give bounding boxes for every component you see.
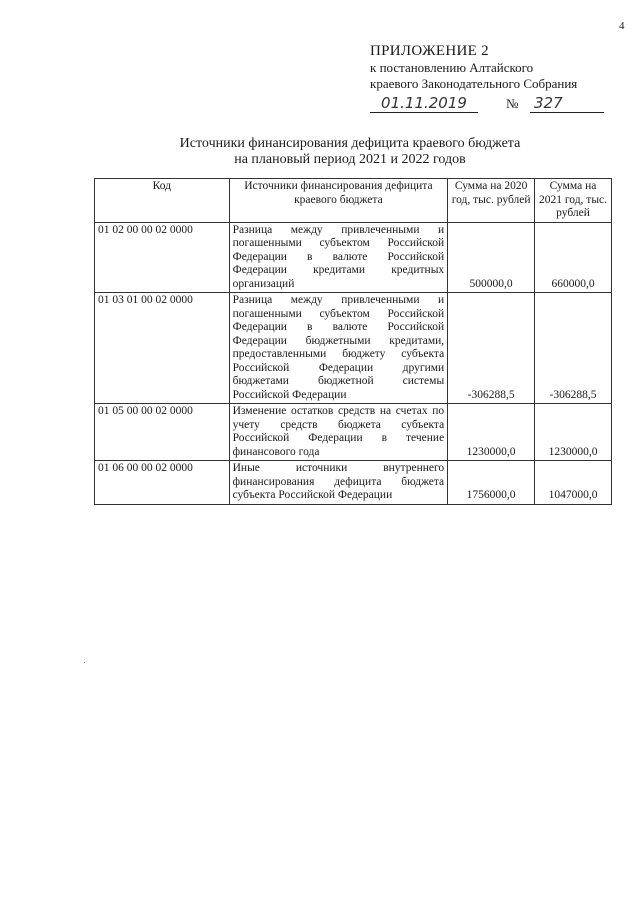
row-sum-2021: 1047000,0 — [535, 461, 612, 505]
row-sum-2020: 1756000,0 — [448, 461, 535, 505]
appendix-line-2: краевого Законодательного Собрания — [370, 76, 578, 91]
number-sign: № — [506, 96, 519, 111]
appendix-line-1: к постановлению Алтайского — [370, 60, 534, 75]
row-sum-2021: 660000,0 — [535, 222, 612, 293]
row-code: 01 06 00 00 02 0000 — [95, 461, 230, 505]
page-number: 4 — [619, 20, 625, 32]
document-title-line-2: на плановый период 2021 и 2022 годов — [234, 152, 466, 167]
row-sum-2020: -306288,5 — [448, 293, 535, 404]
appendix-block — [370, 42, 610, 116]
row-sum-2020: 500000,0 — [448, 222, 535, 293]
header-sum-2021: Сумма на 2021 год, тыс. рублей — [535, 179, 612, 223]
table-row — [95, 293, 612, 404]
appendix-title: ПРИЛОЖЕНИЕ 2 — [370, 43, 489, 59]
row-sum-2021: 1230000,0 — [535, 404, 612, 461]
row-source: Иные источники внутреннего финансирования дефицита бюджета субъекта Российской Федерации — [229, 461, 448, 505]
document-title — [140, 136, 560, 168]
header-code: Код — [95, 179, 230, 223]
table-row — [95, 222, 612, 293]
document-title-line-1: Источники финансирования дефицита краевого бюджета — [179, 136, 521, 151]
row-sum-2020: 1230000,0 — [448, 404, 535, 461]
row-sum-2021: -306288,5 — [535, 293, 612, 404]
header-sum-2020: Сумма на 2020 год, тыс. рублей — [448, 179, 535, 223]
scan-speck — [84, 662, 85, 663]
resolution-reference — [370, 94, 610, 116]
row-source: Изменение остатков средств на счетах по учету средств бюджета субъекта Российской Федерации в течение финансового года — [229, 404, 448, 461]
row-code: 01 02 00 00 02 0000 — [95, 222, 230, 293]
row-code: 01 03 01 00 02 0000 — [95, 293, 230, 404]
row-code: 01 05 00 00 02 0000 — [95, 404, 230, 461]
table-row — [95, 461, 612, 505]
resolution-date: 01.11.2019 — [370, 94, 478, 113]
table-row — [95, 404, 612, 461]
row-source: Разница между привлеченными и погашенными субъектом Российской Федерации в валюте Российской Федерации кредитами кредитных организаций — [229, 222, 448, 293]
table-header-row — [95, 179, 612, 223]
financing-sources-table — [94, 178, 612, 505]
resolution-number: 327 — [530, 94, 604, 113]
header-source: Источники финансирования дефицита краевого бюджета — [229, 179, 448, 223]
row-source: Разница между привлеченными и погашенными субъектом Российской Федерации в валюте Российской Федерации бюджетными кредитами, предоставленными бюджету субъекта Российской Федерации другими бюджетами бюджетной системы Российской Федерации — [229, 293, 448, 404]
